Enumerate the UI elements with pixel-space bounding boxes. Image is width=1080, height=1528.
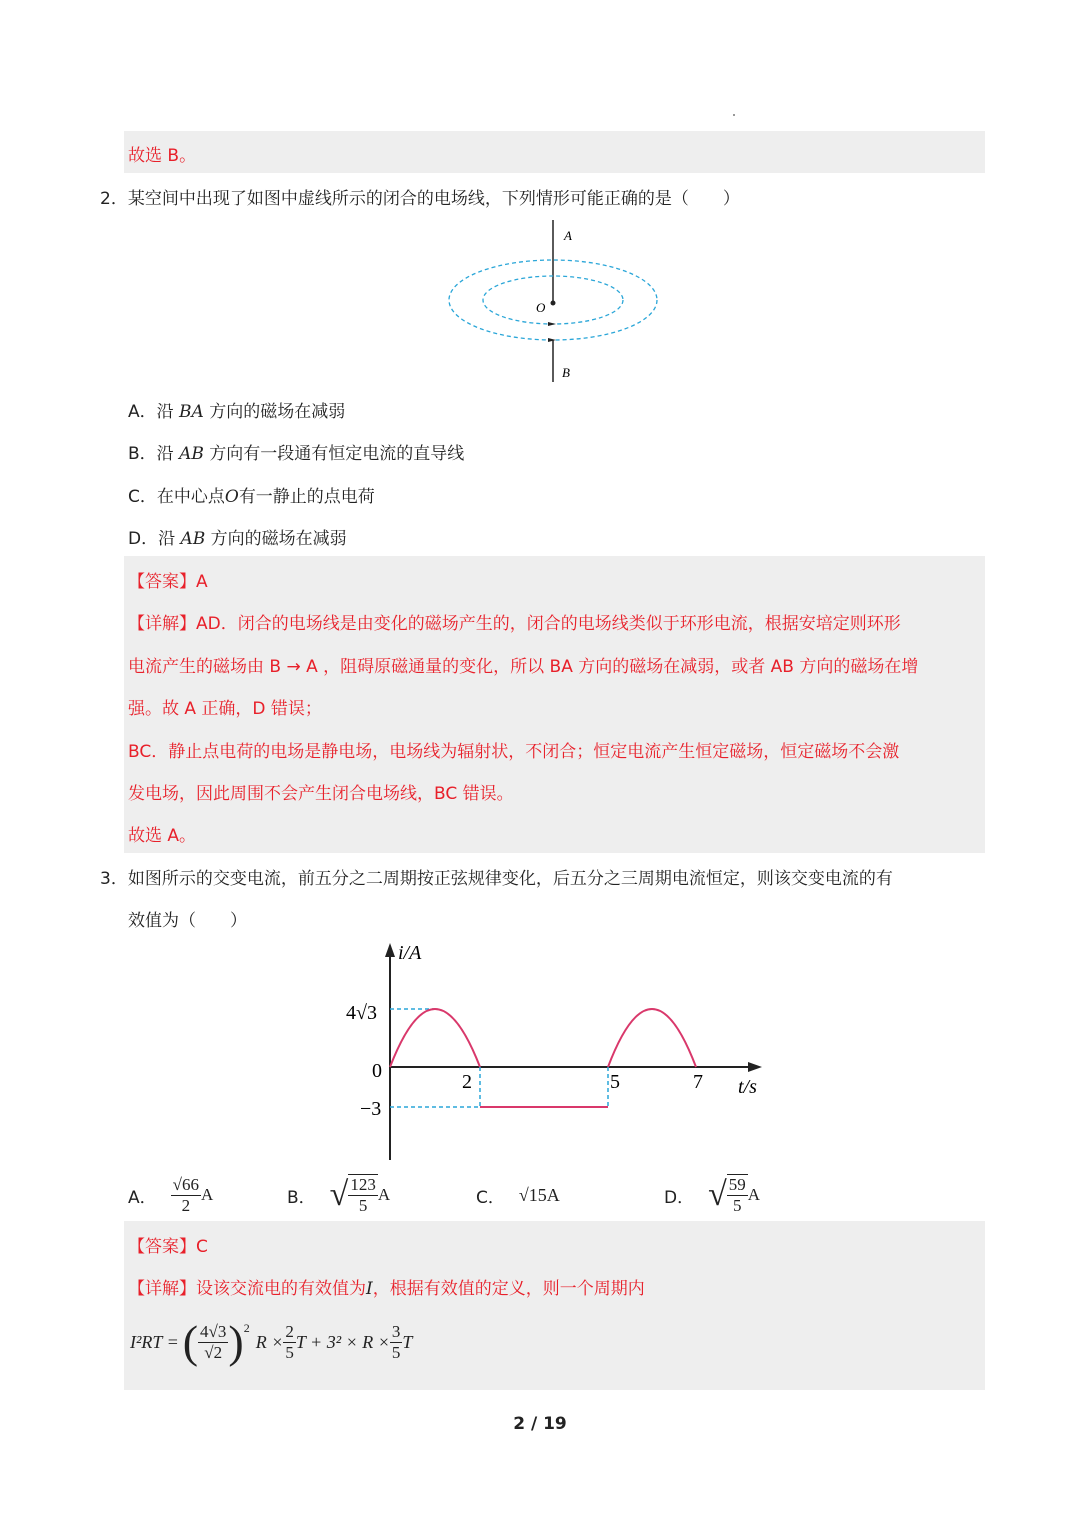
q2-explain-line-1: 【详解】AD．闭合的电场线是由变化的磁场产生的，闭合的电场线类似于环形电流，根据安培定则环形 — [128, 614, 901, 634]
q2-explain-line-3: 强。故 A 正确，D 错误； — [128, 699, 322, 719]
y-axis-arrow — [385, 943, 395, 957]
q1-conclusion: 故选 B。 — [128, 146, 197, 166]
q2-explain-line-5: 发电场，因此周围不会产生闭合电场线，BC 错误。 — [128, 784, 514, 804]
left-paren-icon: ( — [182, 1316, 199, 1367]
origin-label: 0 — [372, 1060, 382, 1082]
label-o: O — [536, 300, 546, 315]
sine-hump-1 — [390, 1009, 480, 1067]
x-axis-arrow — [748, 1062, 762, 1072]
x-tick-2: 2 — [462, 1071, 472, 1093]
q2-option-b[interactable]: B．沿 AB 方向有一段通有恒定电流的直导线 — [128, 444, 465, 464]
q3-answer: 【答案】C — [128, 1237, 208, 1257]
scan-dot — [733, 114, 735, 116]
right-paren-icon: ) — [228, 1316, 244, 1367]
sqrt-icon: √ — [329, 1176, 349, 1213]
q3-graph — [330, 935, 780, 1165]
q3-option-d[interactable]: D． √ $\frac{59}{5}$ A — [664, 1175, 761, 1215]
label-a: A — [564, 228, 572, 243]
center-dot — [551, 301, 556, 306]
q2-option-d[interactable]: D．沿 AB 方向的磁场在减弱 — [128, 529, 347, 549]
y-axis-label: i/A — [398, 942, 422, 964]
q2-explain-line-2: 电流产生的磁场由 B → A ，阻碍原磁通量的变化，所以 BA 方向的磁场在减弱，或者 AB 方向的磁场在增 — [128, 657, 919, 677]
q3-explain: 【详解】设该交流电的有效值为I，根据有效值的定义，则一个周期内 — [128, 1279, 645, 1299]
q2-stem: 2．某空间中出现了如图中虚线所示的闭合的电场线，下列情形可能正确的是（ ） — [100, 189, 740, 209]
sqrt-icon: √ — [708, 1176, 727, 1213]
q1-answer-box — [124, 131, 985, 173]
page-number: 2 / 19 — [513, 1414, 567, 1434]
x-tick-5: 5 — [610, 1071, 620, 1093]
q3-option-c[interactable]: C． √15 A — [476, 1184, 560, 1208]
q2-answer: 【答案】A — [128, 572, 208, 592]
sine-hump-2 — [608, 1009, 696, 1067]
y-tick-peak: 4√3 — [346, 1002, 377, 1024]
q3-formula: I²RT = ( $\frac{4√3}{√2}$ ) 2 R × $\frac{2}{5}$ T + 3² × R × $\frac{3}{5}$ T — [130, 1316, 413, 1367]
q2-explain-line-6: 故选 A。 — [128, 826, 197, 846]
q3-option-a[interactable]: A． $\frac{√66}{2}$ A — [128, 1174, 214, 1215]
q2-option-a[interactable]: A．沿 BA 方向的磁场在减弱 — [128, 402, 346, 422]
q2-option-c[interactable]: C．在中心点O有一静止的点电荷 — [128, 487, 375, 507]
q2-answer-box — [124, 556, 985, 853]
q3-stem-line1: 3．如图所示的交变电流，前五分之二周期按正弦规律变化，后五分之三周期电流恒定，则该交变电流的有 — [100, 869, 893, 889]
q3-stem-line2: 效值为（ ） — [128, 911, 247, 931]
arrow-outer — [548, 338, 556, 342]
arrow-inner — [548, 322, 556, 326]
q2-explain-line-4: BC．静止点电荷的电场是静电场，电场线为辐射状，不闭合；恒定电流产生恒定磁场，恒定磁场不会激 — [128, 742, 900, 762]
q3-answer-box — [124, 1221, 985, 1390]
label-b: B — [562, 365, 570, 380]
q2-figure — [440, 218, 670, 388]
x-axis-label: t/s — [738, 1076, 757, 1098]
q3-option-b[interactable]: B． √ $\frac{123}{5}$ A — [287, 1175, 391, 1215]
y-tick-minus3: −3 — [360, 1098, 382, 1120]
x-tick-7: 7 — [693, 1071, 703, 1093]
